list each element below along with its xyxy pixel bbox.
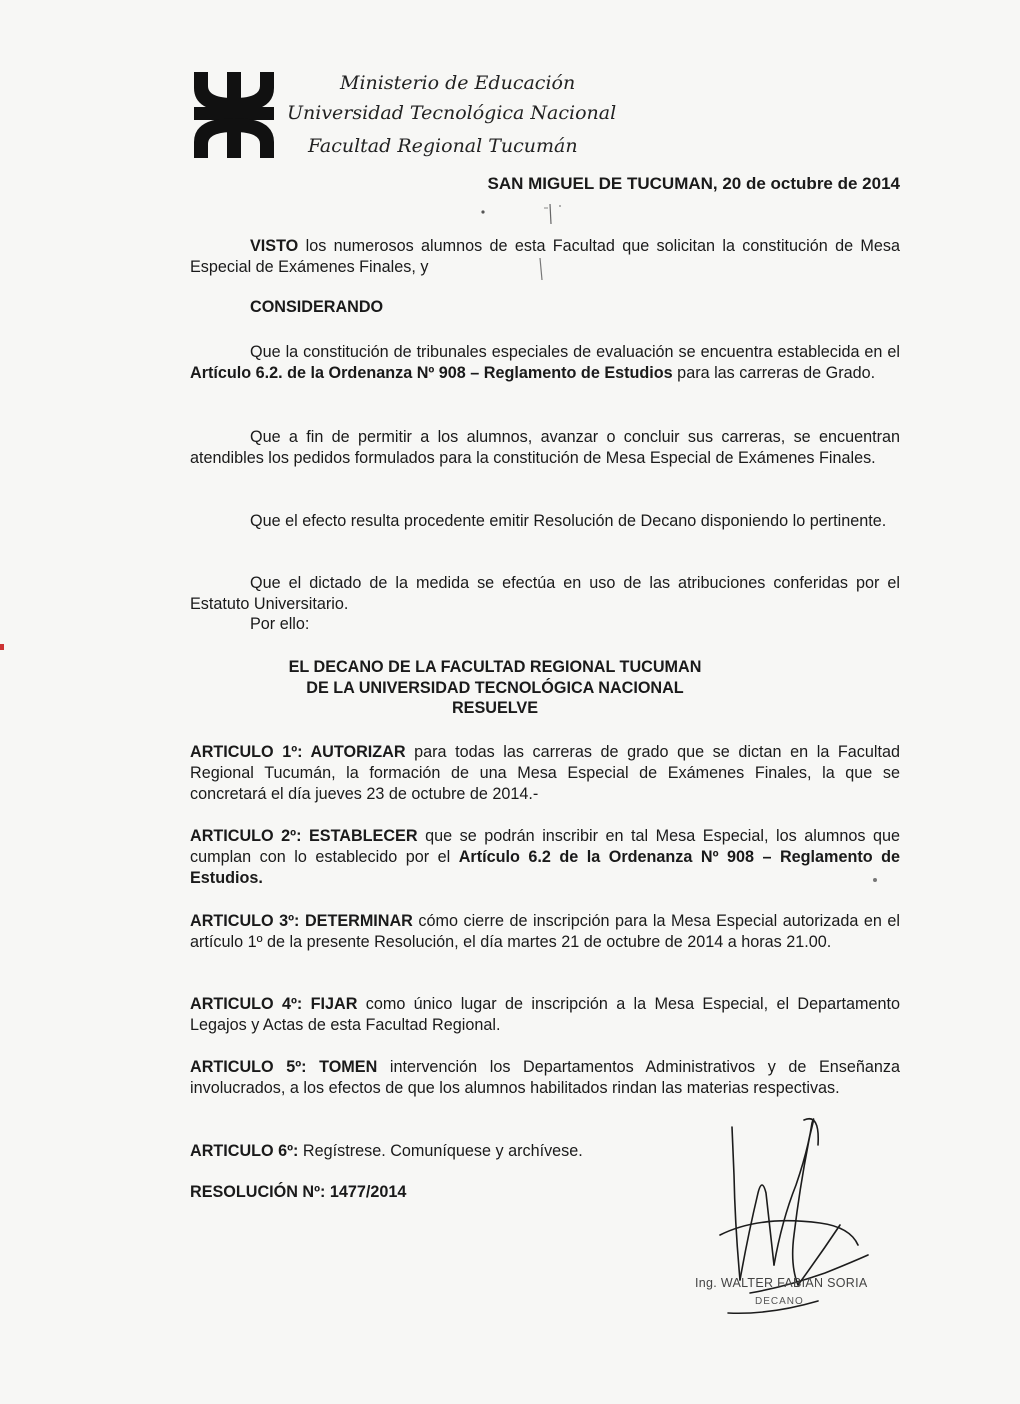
article-3-head: ARTICULO 3º: DETERMINAR — [190, 912, 413, 930]
article-1-head: ARTICULO 1º: AUTORIZAR — [190, 743, 406, 761]
signatory-title: DECANO — [755, 1296, 804, 1307]
article-3 — [190, 911, 900, 953]
paragraph-4-text: Que el dictado de la medida se efectúa en uso de las atribuciones conferidas por el Estatuto Universitario. — [190, 574, 900, 613]
utn-logo-icon — [194, 72, 274, 158]
article-4 — [190, 994, 900, 1036]
article-3-text: cómo cierre de inscripción para la Mesa Especial autorizada en el artículo 1º de la presente Resolución, el día martes 21 de octubre de 2014 a horas 21.00. — [190, 912, 900, 951]
paragraph-4 — [190, 573, 900, 615]
article-2 — [190, 826, 900, 888]
dateline: SAN MIGUEL DE TUCUMAN, 20 de octubre de 2014 — [487, 174, 900, 193]
article-1-text: para todas las carreras de grado que se dictan en la Facultad Regional Tucumán, la formación de una Mesa Especial de Exámenes Finales, la que se concretará el día jueves 23 de octubre de 2014.- — [190, 743, 900, 803]
paragraph-1-a: Que la constitución de tribunales especiales de evaluación se encuentra establecida en el — [250, 343, 900, 361]
title-line-1: EL DECANO DE LA FACULTAD REGIONAL TUCUMAN — [288, 658, 702, 676]
paragraph-2-text: Que a fin de permitir a los alumnos, avanzar o concluir sus carreras, se encuentran atendibles los pedidos formulados para la constitución de Mesa Especial de Exámenes Finales. — [190, 428, 900, 467]
scan-edge-mark — [0, 644, 4, 650]
paragraph-3-text: Que el efecto resulta procedente emitir Resolución de Decano disponiendo lo pertinente. — [250, 512, 887, 530]
article-2-text: que se podrán inscribir en tal Mesa Especial, los alumnos que cumplan con lo establecido por el — [190, 827, 900, 866]
article-1 — [190, 742, 900, 804]
article-4-head: ARTICULO 4º: FIJAR — [190, 995, 358, 1013]
article-4-text: como único lugar de inscripción a la Mesa Especial, el Departamento Legajos y Actas de esta Facultad Regional. — [190, 995, 900, 1034]
title-line-3: RESUELVE — [451, 699, 539, 717]
article-2-bold: Artículo 6.2 de la Ordenanza Nº 908 – Reglamento de Estudios. — [190, 847, 901, 887]
resolution-title — [190, 657, 900, 719]
article-2-head: ARTICULO 2º: ESTABLECER — [190, 827, 418, 845]
paragraph-3 — [190, 511, 900, 532]
visto-text: los numerosos alumnos de esta Facultad que solicitan la constitución de Mesa Especial de Exámenes Finales, y — [190, 237, 900, 276]
visto-label: VISTO — [250, 237, 299, 255]
paragraph-1 — [190, 342, 900, 384]
article-6-head: ARTICULO 6º: — [190, 1142, 299, 1160]
resolution-number: RESOLUCIÓN Nº: 1477/2014 — [190, 1183, 407, 1201]
letterhead-faculty: Facultad Regional Tucumán — [308, 135, 578, 157]
letterhead-ministry: Ministerio de Educación — [340, 72, 576, 94]
visto-paragraph — [190, 236, 900, 278]
article-5 — [190, 1057, 900, 1099]
considerando-heading: CONSIDERANDO — [250, 298, 384, 316]
paragraph-1-b: Artículo 6.2. de la Ordenanza Nº 908 – Reglamento de Estudios — [190, 363, 673, 382]
article-5-text: intervención los Departamentos Administrativos y de Enseñanza involucrados, a los efectos de que los alumnos habilitados rindan las materias respectivas. — [190, 1058, 900, 1097]
paragraph-2 — [190, 427, 900, 469]
article-5-head: ARTICULO 5º: TOMEN — [190, 1058, 378, 1076]
paragraph-1-c: para las carreras de Grado. — [672, 363, 876, 382]
article-6-text: Regístrese. Comuníquese y archívese. — [298, 1142, 583, 1160]
por-ello: Por ello: — [250, 615, 310, 633]
title-line-2: DE LA UNIVERSIDAD TECNOLÓGICA NACIONAL — [306, 678, 684, 697]
signatory-name: Ing. WALTER FABIAN SORIA — [695, 1276, 868, 1290]
letterhead-university: Universidad Tecnológica Nacional — [287, 102, 617, 124]
